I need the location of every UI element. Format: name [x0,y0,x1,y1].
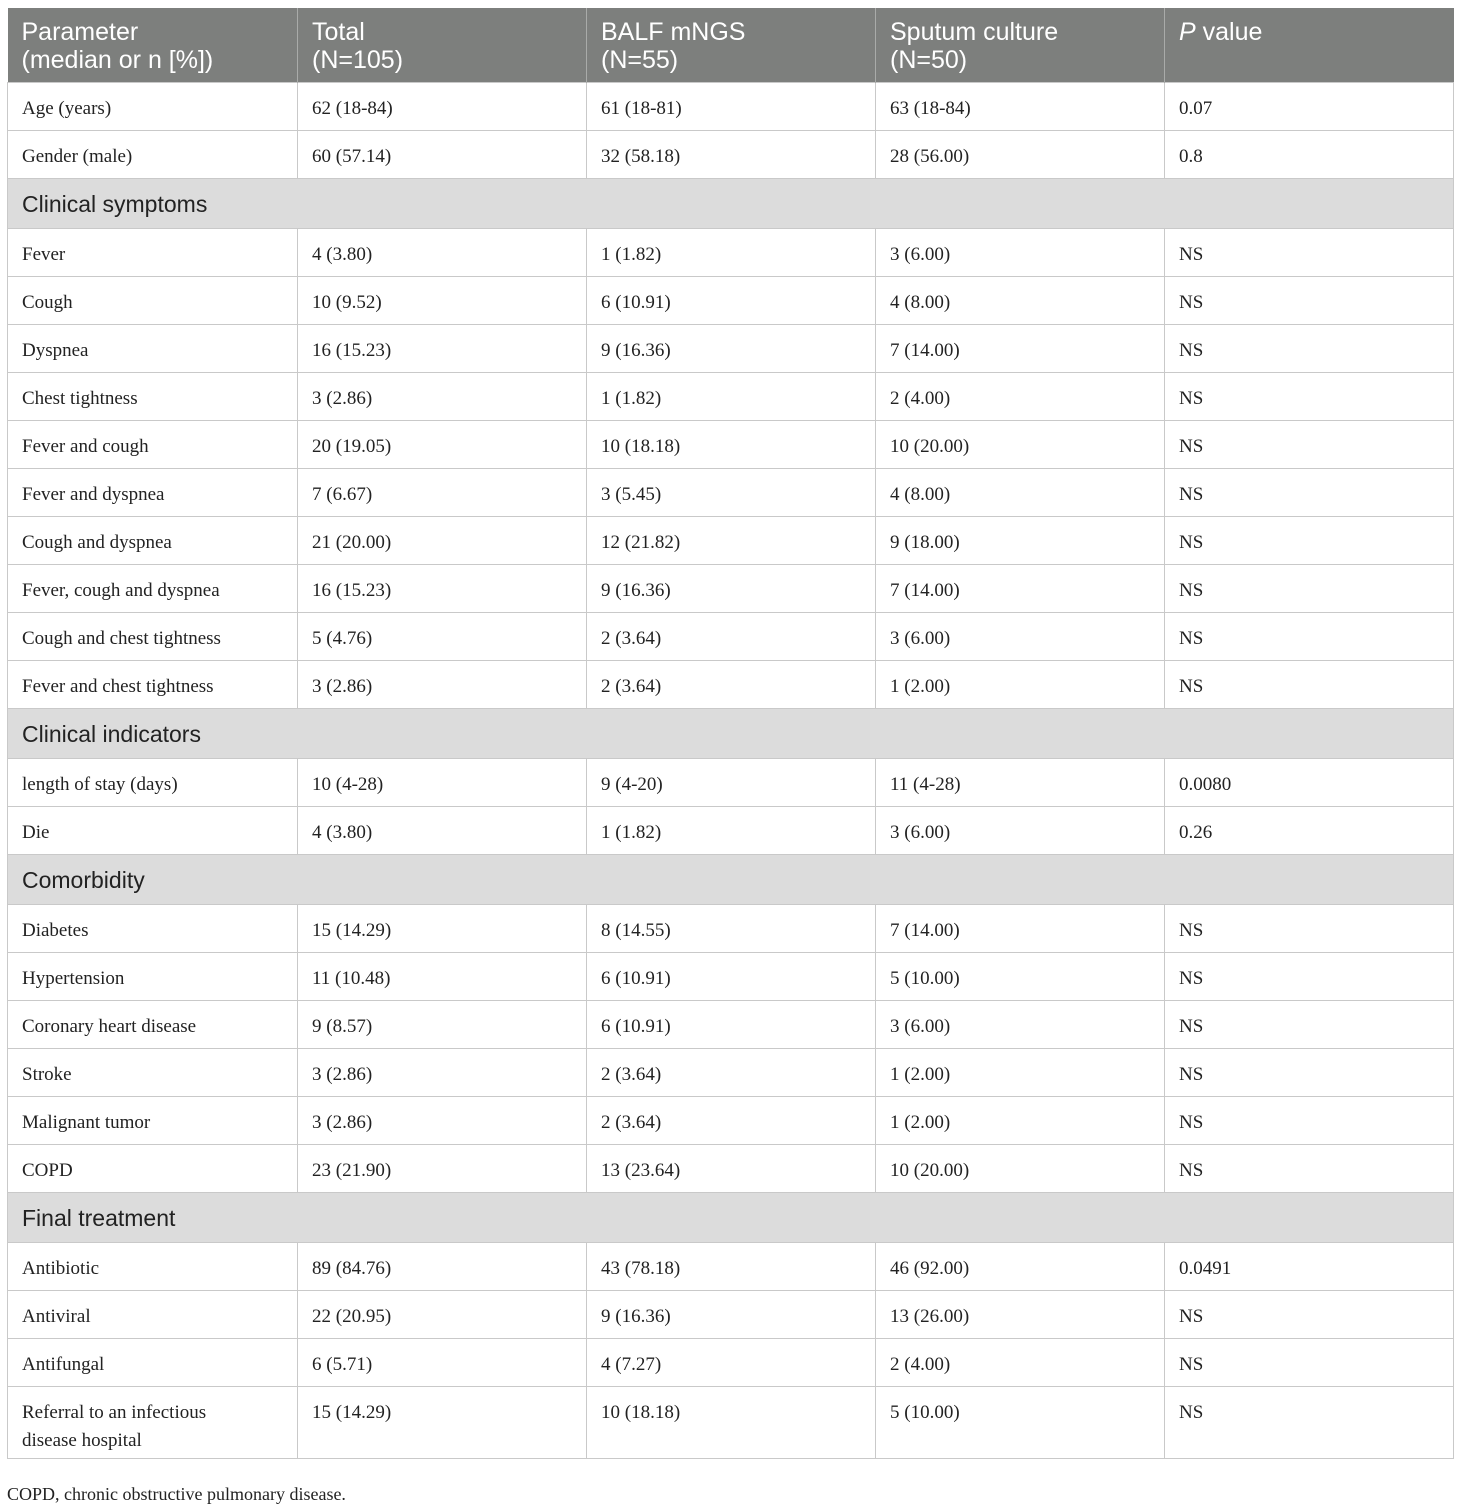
cell-parameter: Hypertension [8,953,298,1001]
cell-parameter: Cough [8,277,298,325]
cell-total: 15 (14.29) [298,905,587,953]
cell-p-value: NS [1165,1001,1454,1049]
cell-balf-mngs: 9 (16.36) [587,565,876,613]
cell-total: 16 (15.23) [298,325,587,373]
cell-parameter: Antibiotic [8,1243,298,1291]
cell-total: 10 (4-28) [298,759,587,807]
table-row [8,421,1454,469]
cell-p-value: NS [1165,517,1454,565]
cell-balf-mngs: 6 (10.91) [587,953,876,1001]
cell-balf-mngs: 2 (3.64) [587,661,876,709]
cell-p-value: NS [1165,905,1454,953]
cell-total: 3 (2.86) [298,661,587,709]
cell-p-value: NS [1165,613,1454,661]
cell-p-value: NS [1165,565,1454,613]
cell-sputum-culture: 7 (14.00) [876,905,1165,953]
cell-total: 10 (9.52) [298,277,587,325]
cell-sputum-culture: 3 (6.00) [876,807,1165,855]
cell-sputum-culture: 4 (8.00) [876,469,1165,517]
cell-parameter: Fever and cough [8,421,298,469]
cell-sputum-culture: 1 (2.00) [876,1097,1165,1145]
section-title: Comorbidity [8,855,1454,905]
cell-balf-mngs: 1 (1.82) [587,807,876,855]
cell-total: 5 (4.76) [298,613,587,661]
cell-sputum-culture: 4 (8.00) [876,277,1165,325]
section-row [8,179,1454,229]
cell-p-value: NS [1165,325,1454,373]
table-row [8,807,1454,855]
cell-p-value: 0.26 [1165,807,1454,855]
cell-sputum-culture: 13 (26.00) [876,1291,1165,1339]
cell-sputum-culture: 7 (14.00) [876,565,1165,613]
cell-parameter: Cough and dyspnea [8,517,298,565]
table-row [8,1145,1454,1193]
section-row [8,1193,1454,1243]
cell-p-value: NS [1165,661,1454,709]
cell-parameter: Coronary heart disease [8,1001,298,1049]
cell-total: 60 (57.14) [298,131,587,179]
cell-balf-mngs: 8 (14.55) [587,905,876,953]
cell-sputum-culture: 1 (2.00) [876,1049,1165,1097]
cell-p-value: 0.8 [1165,131,1454,179]
cell-total: 3 (2.86) [298,373,587,421]
section-row [8,855,1454,905]
data-table [7,8,1454,1459]
header-p-value [1165,8,1454,83]
cell-total: 23 (21.90) [298,1145,587,1193]
cell-balf-mngs: 61 (18-81) [587,83,876,131]
cell-parameter: Die [8,807,298,855]
cell-balf-mngs: 6 (10.91) [587,277,876,325]
cell-balf-mngs: 6 (10.91) [587,1001,876,1049]
section-title: Final treatment [8,1193,1454,1243]
cell-balf-mngs: 12 (21.82) [587,517,876,565]
table-row [8,661,1454,709]
cell-parameter: Stroke [8,1049,298,1097]
table-row [8,613,1454,661]
cell-balf-mngs: 10 (18.18) [587,421,876,469]
cell-sputum-culture: 28 (56.00) [876,131,1165,179]
table-row [8,565,1454,613]
table-row [8,1243,1454,1291]
cell-parameter: Fever [8,229,298,277]
cell-p-value: NS [1165,1387,1454,1459]
cell-p-value: NS [1165,1145,1454,1193]
header-total: Total (N=105) [298,8,587,83]
cell-p-value: NS [1165,953,1454,1001]
table-row [8,469,1454,517]
cell-total: 4 (3.80) [298,229,587,277]
cell-p-value: NS [1165,421,1454,469]
cell-parameter: length of stay (days) [8,759,298,807]
cell-total: 11 (10.48) [298,953,587,1001]
cell-sputum-culture: 9 (18.00) [876,517,1165,565]
cell-p-value: 0.07 [1165,83,1454,131]
cell-p-value: NS [1165,373,1454,421]
cell-p-value: NS [1165,1049,1454,1097]
header-sputum-culture: Sputum culture (N=50) [876,8,1165,83]
cell-total: 4 (3.80) [298,807,587,855]
table-row [8,1387,1454,1459]
cell-p-value: 0.0080 [1165,759,1454,807]
cell-sputum-culture: 5 (10.00) [876,953,1165,1001]
cell-parameter: Antifungal [8,1339,298,1387]
cell-total: 21 (20.00) [298,517,587,565]
table-row [8,277,1454,325]
cell-sputum-culture: 10 (20.00) [876,421,1165,469]
header-balf-mngs: BALF mNGS (N=55) [587,8,876,83]
cell-sputum-culture: 2 (4.00) [876,1339,1165,1387]
table-row [8,1291,1454,1339]
cell-balf-mngs: 43 (78.18) [587,1243,876,1291]
table-body [8,83,1454,1459]
cell-parameter: Fever, cough and dyspnea [8,565,298,613]
cell-total: 22 (20.95) [298,1291,587,1339]
cell-balf-mngs: 9 (16.36) [587,325,876,373]
cell-balf-mngs: 1 (1.82) [587,373,876,421]
cell-sputum-culture: 5 (10.00) [876,1387,1165,1459]
cell-balf-mngs: 9 (16.36) [587,1291,876,1339]
table-row [8,131,1454,179]
cell-sputum-culture: 46 (92.00) [876,1243,1165,1291]
cell-balf-mngs: 3 (5.45) [587,469,876,517]
cell-sputum-culture: 11 (4-28) [876,759,1165,807]
cell-sputum-culture: 10 (20.00) [876,1145,1165,1193]
header-parameter: Parameter (median or n [%]) [8,8,298,83]
table-container [7,8,1453,1459]
table-row [8,759,1454,807]
table-row [8,83,1454,131]
section-title: Clinical symptoms [8,179,1454,229]
cell-parameter: Antiviral [8,1291,298,1339]
cell-p-value: NS [1165,1291,1454,1339]
cell-parameter: COPD [8,1145,298,1193]
cell-p-value: NS [1165,229,1454,277]
cell-total: 15 (14.29) [298,1387,587,1459]
cell-p-value: NS [1165,1339,1454,1387]
table-row [8,953,1454,1001]
cell-balf-mngs: 1 (1.82) [587,229,876,277]
cell-balf-mngs: 13 (23.64) [587,1145,876,1193]
cell-sputum-culture: 2 (4.00) [876,373,1165,421]
table-row [8,373,1454,421]
cell-parameter: Dyspnea [8,325,298,373]
cell-total: 6 (5.71) [298,1339,587,1387]
header-p-rest: value [1195,18,1263,46]
cell-parameter: Referral to an infectious disease hospital [8,1387,298,1459]
cell-total: 89 (84.76) [298,1243,587,1291]
cell-balf-mngs: 4 (7.27) [587,1339,876,1387]
cell-p-value: NS [1165,469,1454,517]
cell-parameter: Diabetes [8,905,298,953]
cell-p-value: NS [1165,1097,1454,1145]
cell-parameter: Malignant tumor [8,1097,298,1145]
cell-total: 9 (8.57) [298,1001,587,1049]
header-p-italic: P [1179,18,1196,46]
cell-total: 3 (2.86) [298,1049,587,1097]
cell-sputum-culture: 3 (6.00) [876,613,1165,661]
cell-parameter: Fever and chest tightness [8,661,298,709]
table-row [8,517,1454,565]
cell-total: 20 (19.05) [298,421,587,469]
cell-sputum-culture: 63 (18-84) [876,83,1165,131]
cell-parameter: Gender (male) [8,131,298,179]
cell-sputum-culture: 1 (2.00) [876,661,1165,709]
cell-parameter: Age (years) [8,83,298,131]
table-row [8,905,1454,953]
header-row [8,8,1454,83]
table-row [8,1097,1454,1145]
table-row [8,229,1454,277]
cell-total: 7 (6.67) [298,469,587,517]
cell-balf-mngs: 2 (3.64) [587,613,876,661]
table-row [8,1339,1454,1387]
cell-balf-mngs: 2 (3.64) [587,1049,876,1097]
section-title: Clinical indicators [8,709,1454,759]
cell-balf-mngs: 9 (4-20) [587,759,876,807]
table-header [8,8,1454,83]
cell-total: 62 (18-84) [298,83,587,131]
cell-parameter: Cough and chest tightness [8,613,298,661]
cell-parameter: Fever and dyspnea [8,469,298,517]
cell-sputum-culture: 7 (14.00) [876,325,1165,373]
table-row [8,1001,1454,1049]
section-row [8,709,1454,759]
cell-total: 16 (15.23) [298,565,587,613]
cell-sputum-culture: 3 (6.00) [876,1001,1165,1049]
cell-total: 3 (2.86) [298,1097,587,1145]
cell-sputum-culture: 3 (6.00) [876,229,1165,277]
cell-p-value: NS [1165,277,1454,325]
cell-balf-mngs: 2 (3.64) [587,1097,876,1145]
table-row [8,1049,1454,1097]
cell-p-value: 0.0491 [1165,1243,1454,1291]
cell-balf-mngs: 10 (18.18) [587,1387,876,1459]
cell-parameter: Chest tightness [8,373,298,421]
table-row [8,325,1454,373]
cell-balf-mngs: 32 (58.18) [587,131,876,179]
footnote: COPD, chronic obstructive pulmonary disease. [7,1484,346,1504]
